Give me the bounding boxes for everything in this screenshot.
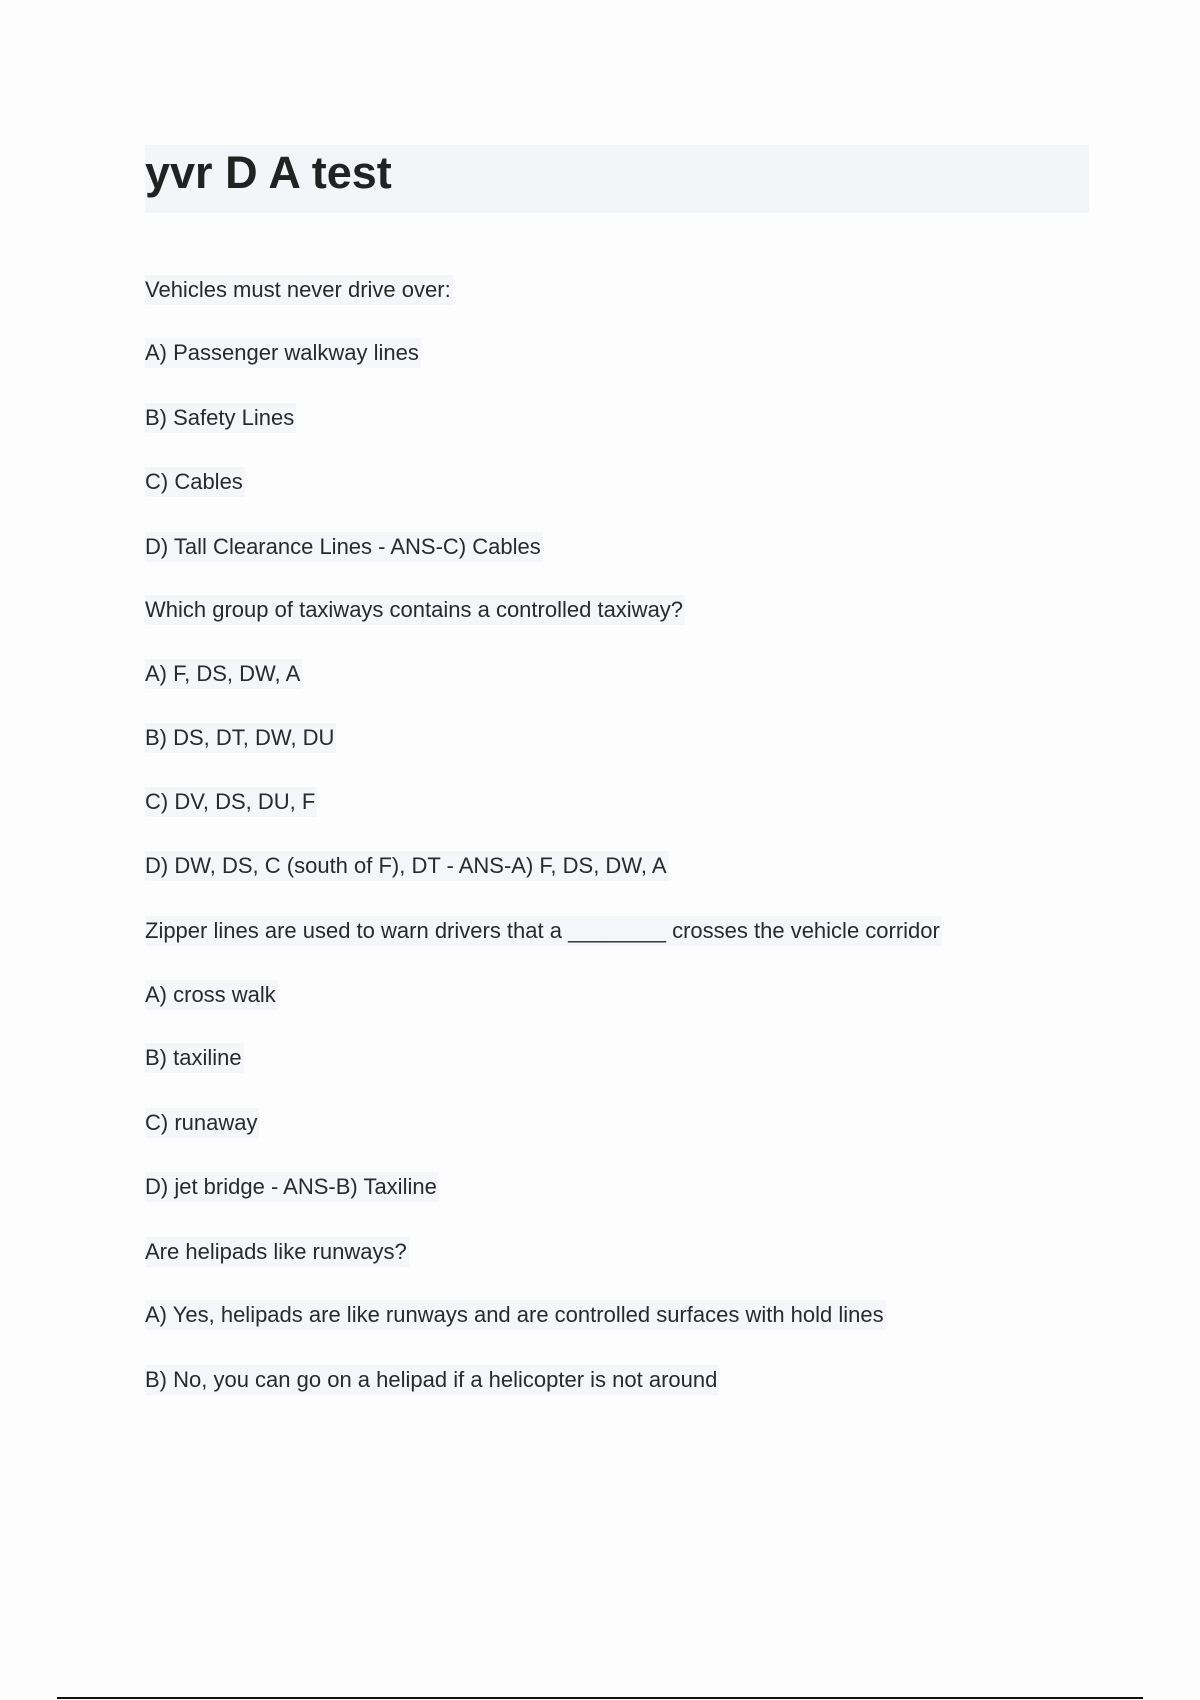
document-title: yvr D A test xyxy=(145,147,392,198)
question-4-option-b: B) No, you can go on a helipad if a helicopter is not around xyxy=(145,1365,719,1395)
footer-divider xyxy=(57,1697,1143,1699)
question-3-option-d-answer: D) jet bridge - ANS-B) Taxiline xyxy=(145,1172,439,1202)
question-3-option-a: A) cross walk xyxy=(145,980,278,1010)
question-4-text: Are helipads like runways? xyxy=(145,1237,409,1267)
question-2-text: Which group of taxiways contains a controlled taxiway? xyxy=(145,595,685,625)
question-2-option-a: A) F, DS, DW, A xyxy=(145,659,302,689)
question-1-option-d-answer: D) Tall Clearance Lines - ANS-C) Cables xyxy=(145,532,543,562)
question-1-option-a: A) Passenger walkway lines xyxy=(145,338,421,368)
question-2-option-c: C) DV, DS, DU, F xyxy=(145,787,317,817)
question-3-option-b: B) taxiline xyxy=(145,1043,244,1073)
question-3-option-c: C) runaway xyxy=(145,1108,259,1138)
question-1-text: Vehicles must never drive over: xyxy=(145,275,453,305)
question-3-text: Zipper lines are used to warn drivers that a ________ crosses the vehicle corridor xyxy=(145,916,942,946)
question-4-option-a: A) Yes, helipads are like runways and are controlled surfaces with hold lines xyxy=(145,1300,886,1330)
question-1-option-b: B) Safety Lines xyxy=(145,403,296,433)
question-1-option-c: C) Cables xyxy=(145,467,245,497)
question-2-option-b: B) DS, DT, DW, DU xyxy=(145,723,336,753)
question-2-option-d-answer: D) DW, DS, C (south of F), DT - ANS-A) F, DS, DW, A xyxy=(145,851,669,881)
